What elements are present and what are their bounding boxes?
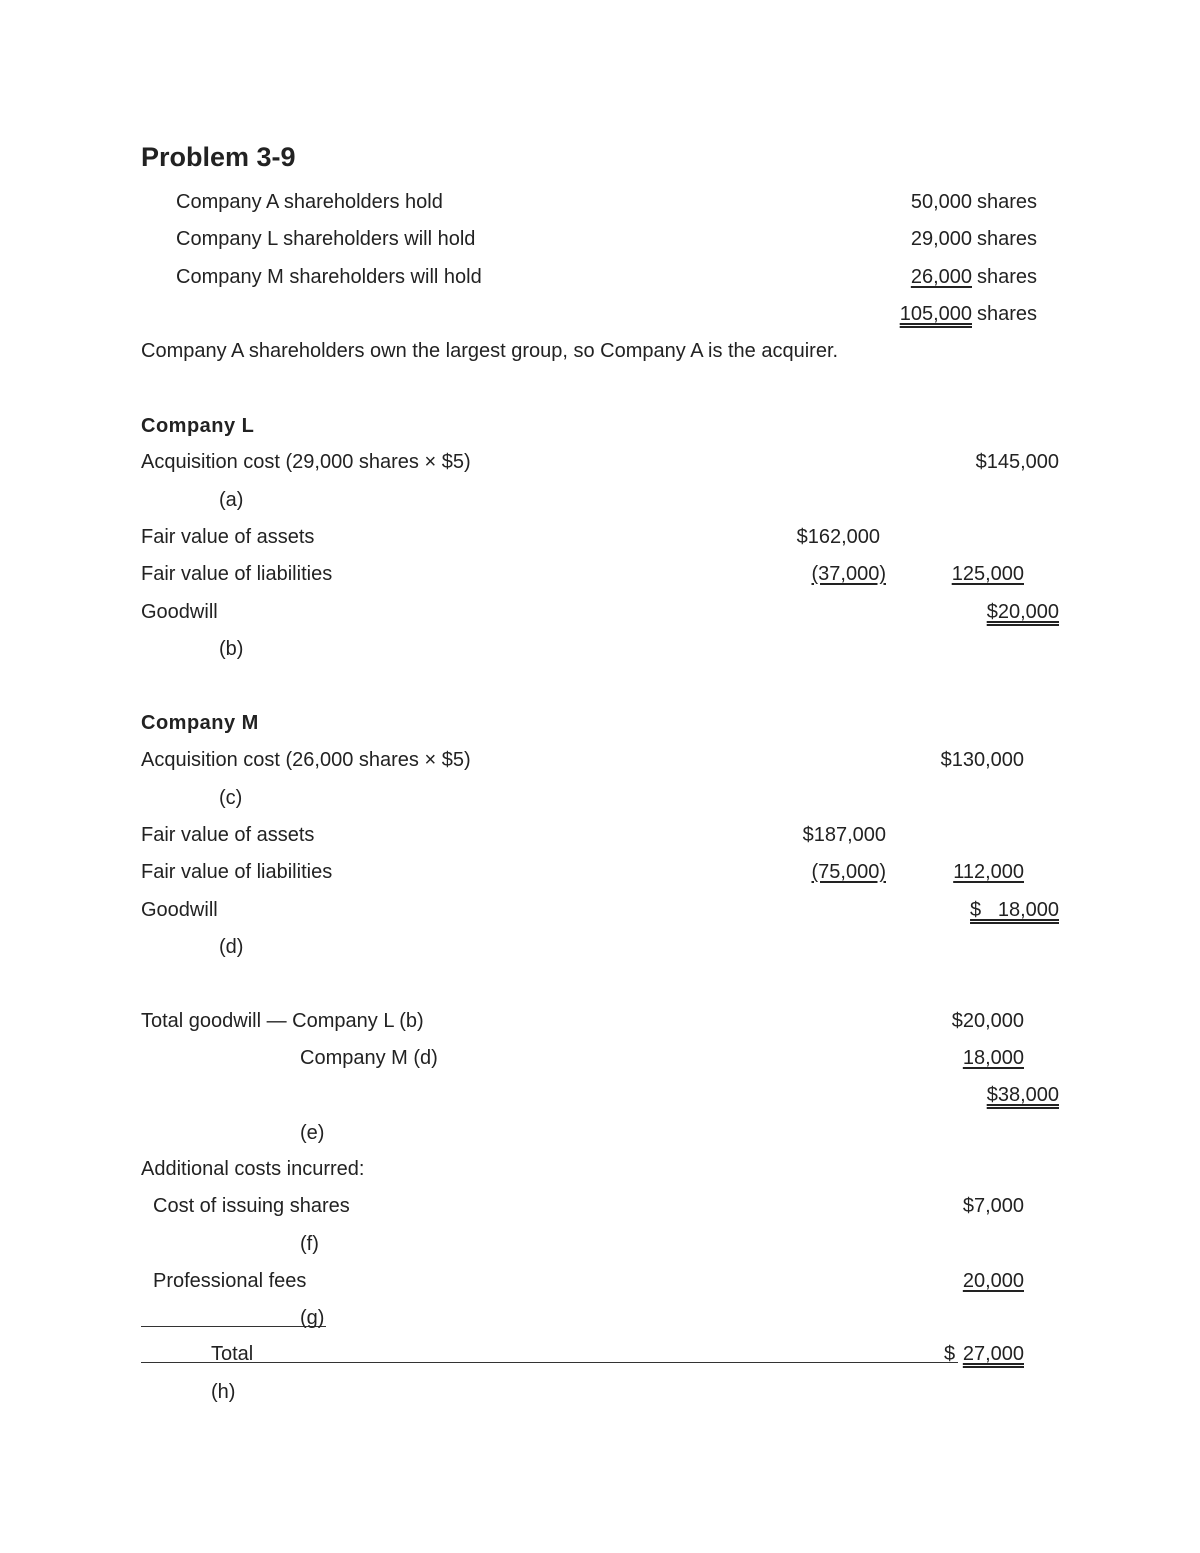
shares-unit-m: shares [977,266,1038,288]
company-l-liabilities-label: Fair value of liabilities [141,563,333,585]
marker-h: (h) [211,1381,236,1403]
acquirer-conclusion: Company A shareholders own the largest group, so Company A is the acquirer. [141,340,839,362]
company-m-heading: Company M [141,712,259,734]
marker-e: (e) [300,1122,325,1144]
marker-f: (f) [300,1233,319,1255]
additional-costs-heading: Additional costs incurred: [141,1158,365,1180]
company-l-net-value: 125,000 [951,563,1024,585]
issuing-cost-value: $7,000 [962,1195,1024,1217]
company-m-net-value: 112,000 [953,861,1024,883]
marker-c: (c) [219,787,243,809]
company-l-acquisition-value: $145,000 [975,451,1059,473]
shares-label-a: Company A shareholders hold [176,191,443,213]
issuing-cost-label: Cost of issuing shares [153,1195,350,1217]
company-m-acquisition-label: Acquisition cost (26,000 shares × $5) [141,749,471,771]
total-goodwill-label-m: Company M (d) [300,1047,438,1069]
total-goodwill-value-m: 18,000 [962,1047,1024,1069]
shares-value-m: 26,000 [910,266,972,288]
marker-d: (d) [219,936,244,958]
company-l-liabilities-value: (37,000) [811,563,886,585]
shares-unit-l: shares [977,228,1038,250]
marker-g: (g) [300,1307,325,1329]
company-l-goodwill-label: Goodwill [141,601,218,623]
shares-unit-a: shares [977,191,1038,213]
company-m-goodwill-value: $ 18,000 [970,899,1059,921]
company-l-assets-label: Fair value of assets [141,526,315,548]
additional-total-dollar: $ [944,1343,956,1365]
divider-line-total [141,1362,958,1363]
professional-fees-value: 20,000 [962,1270,1024,1292]
shares-value-a: 50,000 [910,191,972,213]
company-m-liabilities-label: Fair value of liabilities [141,861,333,883]
divider-line-g [141,1326,326,1327]
marker-b: (b) [219,638,244,660]
professional-fees-label: Professional fees [153,1270,307,1292]
company-m-assets-label: Fair value of assets [141,824,315,846]
shares-total-unit: shares [977,303,1038,325]
company-m-goodwill-label: Goodwill [141,899,218,921]
shares-value-l: 29,000 [910,228,972,250]
company-l-acquisition-label: Acquisition cost (29,000 shares × $5) [141,451,471,473]
company-m-assets-value: $187,000 [802,824,886,846]
marker-a: (a) [219,489,244,511]
total-goodwill-value-l: $20,000 [951,1010,1024,1032]
total-goodwill-total: $38,000 [986,1084,1059,1106]
company-m-acquisition-value: $130,000 [940,749,1024,771]
additional-total-value: 27,000 [962,1343,1024,1365]
additional-total-label: Total [211,1343,254,1365]
company-l-heading: Company L [141,415,255,437]
shares-label-l: Company L shareholders will hold [176,228,476,250]
page-title: Problem 3-9 [141,142,296,172]
company-l-assets-value: $162,000 [796,526,880,548]
shares-label-m: Company M shareholders will hold [176,266,482,288]
company-m-liabilities-value: (75,000) [811,861,886,883]
shares-total-value: 105,000 [899,303,972,325]
total-goodwill-label-l: Total goodwill — Company L (b) [141,1010,424,1032]
company-l-goodwill-value: $20,000 [986,601,1059,623]
